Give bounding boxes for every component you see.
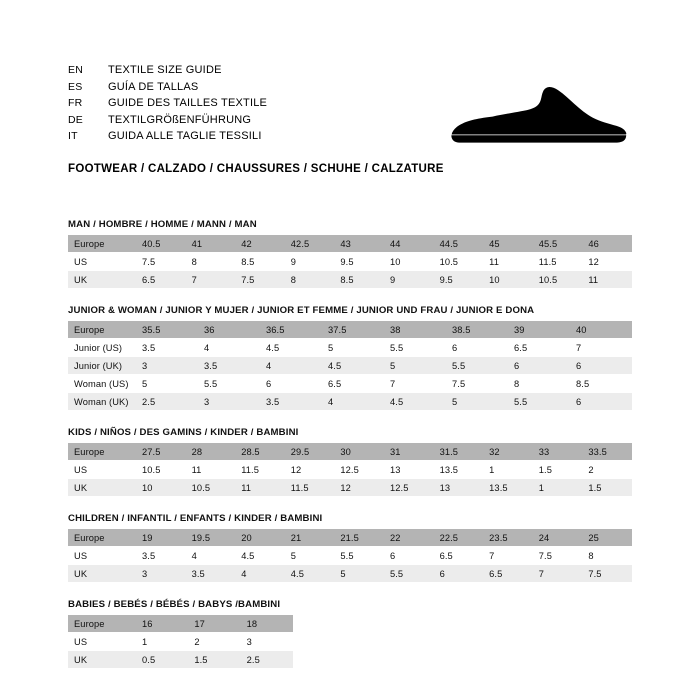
size-tables (68, 219, 632, 685)
table-cell: 12.5 (384, 479, 434, 497)
table-cell: 4 (235, 565, 285, 583)
table-cell: 9.5 (334, 253, 384, 271)
table-cell: 10.5 (434, 253, 484, 271)
table-cell: 2.5 (136, 393, 198, 411)
table-cell: 5.5 (446, 357, 508, 375)
table-cell: 5 (334, 565, 384, 583)
table-cell: 5.5 (508, 393, 570, 411)
table-cell: 36 (198, 321, 260, 339)
language-row (68, 62, 632, 79)
row-label: US (68, 547, 136, 565)
table-row (68, 479, 632, 497)
table-cell: 8 (582, 547, 632, 565)
size-group-man (68, 219, 632, 289)
table-cell: 1.5 (188, 651, 240, 669)
language-code: DE (68, 113, 83, 126)
size-table-junior-woman (68, 321, 632, 411)
table-row (68, 375, 632, 393)
size-group-children (68, 513, 632, 583)
row-label: Europe (68, 443, 136, 461)
table-cell: 27.5 (136, 443, 186, 461)
table-cell: 43 (334, 235, 384, 253)
row-label: UK (68, 651, 136, 669)
table-cell: 41 (186, 235, 236, 253)
table-cell: 1 (136, 633, 188, 651)
table-cell: 46 (582, 235, 632, 253)
table-cell: 3.5 (186, 565, 236, 583)
table-cell: 12.5 (334, 461, 384, 479)
row-label: UK (68, 271, 136, 289)
table-cell: 22 (384, 529, 434, 547)
table-cell: 10 (384, 253, 434, 271)
table-cell: 7 (483, 547, 533, 565)
table-cell: 6.5 (322, 375, 384, 393)
table-cell: 8.5 (235, 253, 285, 271)
row-label: Europe (68, 235, 136, 253)
table-cell: 6.5 (483, 565, 533, 583)
table-cell: 12 (582, 253, 632, 271)
table-cell: 42.5 (285, 235, 335, 253)
table-cell: 4 (322, 393, 384, 411)
language-text: GUÍA DE TALLAS (108, 80, 199, 93)
table-cell: 25 (582, 529, 632, 547)
table-cell: 24 (533, 529, 583, 547)
table-cell: 7.5 (533, 547, 583, 565)
table-row (68, 547, 632, 565)
table-cell: 1.5 (533, 461, 583, 479)
table-cell: 7 (533, 565, 583, 583)
table-cell: 6 (570, 357, 632, 375)
table-cell: 16 (136, 615, 188, 633)
table-row (68, 253, 632, 271)
table-cell: 1 (533, 479, 583, 497)
table-cell: 30 (334, 443, 384, 461)
language-text: GUIDE DES TAILLES TEXTILE (108, 97, 268, 109)
table-cell: 5.5 (334, 547, 384, 565)
table-cell: 6 (446, 339, 508, 357)
page-title: FOOTWEAR / CALZADO / CHAUSSURES / SCHUHE / CALZATURE (68, 163, 444, 175)
table-cell: 31.5 (434, 443, 484, 461)
table-cell: 6.5 (434, 547, 484, 565)
table-cell: 8 (285, 271, 335, 289)
table-cell: 7.5 (446, 375, 508, 393)
table-cell: 11.5 (235, 461, 285, 479)
size-table-children (68, 529, 632, 583)
table-cell: 10 (136, 479, 186, 497)
table-cell: 3.5 (136, 547, 186, 565)
table-cell: 40 (570, 321, 632, 339)
table-cell: 35.5 (136, 321, 198, 339)
table-cell: 6 (434, 565, 484, 583)
table-cell: 28.5 (235, 443, 285, 461)
table-cell: 21.5 (334, 529, 384, 547)
table-cell: 11.5 (285, 479, 335, 497)
table-cell: 6 (570, 393, 632, 411)
table-cell: 7 (570, 339, 632, 357)
table-cell: 32 (483, 443, 533, 461)
table-cell: 13 (434, 479, 484, 497)
table-cell: 7.5 (235, 271, 285, 289)
table-cell: 3.5 (260, 393, 322, 411)
table-cell: 12 (334, 479, 384, 497)
row-label: Junior (UK) (68, 357, 136, 375)
table-cell: 19.5 (186, 529, 236, 547)
table-cell: 13.5 (483, 479, 533, 497)
table-cell: 8 (186, 253, 236, 271)
table-cell: 5 (136, 375, 198, 393)
table-cell: 4.5 (260, 339, 322, 357)
table-row (68, 443, 632, 461)
table-cell: 5 (446, 393, 508, 411)
table-cell: 3 (136, 565, 186, 583)
row-label: UK (68, 479, 136, 497)
table-cell: 6 (260, 375, 322, 393)
table-cell: 7 (186, 271, 236, 289)
table-cell: 33.5 (582, 443, 632, 461)
table-cell: 5 (285, 547, 335, 565)
table-cell: 3 (241, 633, 293, 651)
table-cell: 13 (384, 461, 434, 479)
table-cell: 5 (384, 357, 446, 375)
table-cell: 7.5 (582, 565, 632, 583)
language-code: FR (68, 97, 83, 109)
table-cell: 22.5 (434, 529, 484, 547)
table-cell: 4 (198, 339, 260, 357)
table-cell: 20 (235, 529, 285, 547)
table-cell: 5.5 (198, 375, 260, 393)
table-row (68, 271, 632, 289)
table-cell: 45 (483, 235, 533, 253)
table-cell: 11 (582, 271, 632, 289)
table-cell: 8 (508, 375, 570, 393)
table-row (68, 461, 632, 479)
table-cell: 21 (285, 529, 335, 547)
table-cell: 3 (136, 357, 198, 375)
table-row (68, 565, 632, 583)
table-cell: 8.5 (570, 375, 632, 393)
table-cell: 23.5 (483, 529, 533, 547)
table-row (68, 615, 293, 633)
table-cell: 2.5 (241, 651, 293, 669)
size-group-babies (68, 599, 632, 669)
table-cell: 42 (235, 235, 285, 253)
table-cell: 4.5 (285, 565, 335, 583)
table-cell: 45.5 (533, 235, 583, 253)
table-cell: 3.5 (198, 357, 260, 375)
language-text: TEXTILE SIZE GUIDE (108, 64, 222, 76)
table-cell: 44 (384, 235, 434, 253)
table-cell: 1 (483, 461, 533, 479)
language-code: EN (68, 64, 83, 76)
group-title: KIDS / NIÑOS / DES GAMINS / KINDER / BAMBINI (68, 427, 299, 438)
table-cell: 6.5 (508, 339, 570, 357)
group-title: MAN / HOMBRE / HOMME / MANN / MAN (68, 219, 257, 230)
table-cell: 10 (483, 271, 533, 289)
language-text: TEXTILGRÖßENFÜHRUNG (108, 113, 252, 126)
table-cell: 40.5 (136, 235, 186, 253)
table-cell: 4.5 (322, 357, 384, 375)
table-row (68, 235, 632, 253)
group-title: BABIES / BEBÉS / BÉBÉS / BABYS /BAMBINI (68, 599, 281, 610)
table-cell: 4.5 (235, 547, 285, 565)
table-cell: 3 (198, 393, 260, 411)
table-cell: 9.5 (434, 271, 484, 289)
row-label: Junior (US) (68, 339, 136, 357)
row-label: Europe (68, 529, 136, 547)
size-table-kids (68, 443, 632, 497)
table-cell: 19 (136, 529, 186, 547)
table-cell: 38.5 (446, 321, 508, 339)
table-cell: 12 (285, 461, 335, 479)
size-table-man (68, 235, 632, 289)
table-cell: 2 (582, 461, 632, 479)
table-cell: 10.5 (136, 461, 186, 479)
row-label: UK (68, 565, 136, 583)
size-group-kids (68, 427, 632, 497)
row-label: Woman (UK) (68, 393, 136, 411)
size-table-babies (68, 615, 293, 669)
language-code: ES (68, 80, 83, 93)
table-cell: 44.5 (434, 235, 484, 253)
table-cell: 29.5 (285, 443, 335, 461)
table-cell: 11 (235, 479, 285, 497)
header (68, 62, 632, 145)
row-label: Europe (68, 321, 136, 339)
table-cell: 37.5 (322, 321, 384, 339)
table-cell: 8.5 (334, 271, 384, 289)
table-cell: 3.5 (136, 339, 198, 357)
row-label: US (68, 461, 136, 479)
table-cell: 5.5 (384, 339, 446, 357)
table-cell: 9 (384, 271, 434, 289)
dress-shoe-icon (447, 84, 632, 154)
table-cell: 7 (384, 375, 446, 393)
table-row (68, 529, 632, 547)
table-cell: 11 (483, 253, 533, 271)
table-cell: 0.5 (136, 651, 188, 669)
table-cell: 2 (188, 633, 240, 651)
table-cell: 11 (186, 461, 236, 479)
table-row (68, 393, 632, 411)
table-cell: 6 (384, 547, 434, 565)
table-row (68, 321, 632, 339)
table-row (68, 357, 632, 375)
table-cell: 33 (533, 443, 583, 461)
table-cell: 39 (508, 321, 570, 339)
table-cell: 4 (186, 547, 236, 565)
group-title: CHILDREN / INFANTIL / ENFANTS / KINDER / BAMBINI (68, 513, 323, 524)
table-cell: 9 (285, 253, 335, 271)
table-cell: 11.5 (533, 253, 583, 271)
language-text: GUIDA ALLE TAGLIE TESSILI (108, 130, 262, 142)
row-label: US (68, 253, 136, 271)
table-cell: 17 (188, 615, 240, 633)
table-cell: 31 (384, 443, 434, 461)
table-cell: 7.5 (136, 253, 186, 271)
table-cell: 1.5 (582, 479, 632, 497)
table-cell: 13.5 (434, 461, 484, 479)
table-cell: 10.5 (186, 479, 236, 497)
size-group-junior-woman (68, 305, 632, 411)
table-cell: 5 (322, 339, 384, 357)
table-cell: 36.5 (260, 321, 322, 339)
table-cell: 6 (508, 357, 570, 375)
table-cell: 5.5 (384, 565, 434, 583)
table-cell: 4 (260, 357, 322, 375)
table-cell: 28 (186, 443, 236, 461)
language-code: IT (68, 130, 78, 142)
table-cell: 10.5 (533, 271, 583, 289)
table-row (68, 339, 632, 357)
group-title: JUNIOR & WOMAN / JUNIOR Y MUJER / JUNIOR ET FEMME / JUNIOR UND FRAU / JUNIOR E DONA (68, 305, 535, 316)
table-row (68, 651, 293, 669)
table-cell: 4.5 (384, 393, 446, 411)
row-label: US (68, 633, 136, 651)
table-row (68, 633, 293, 651)
row-label: Europe (68, 615, 136, 633)
table-cell: 6.5 (136, 271, 186, 289)
table-cell: 18 (241, 615, 293, 633)
table-cell: 38 (384, 321, 446, 339)
row-label: Woman (US) (68, 375, 136, 393)
